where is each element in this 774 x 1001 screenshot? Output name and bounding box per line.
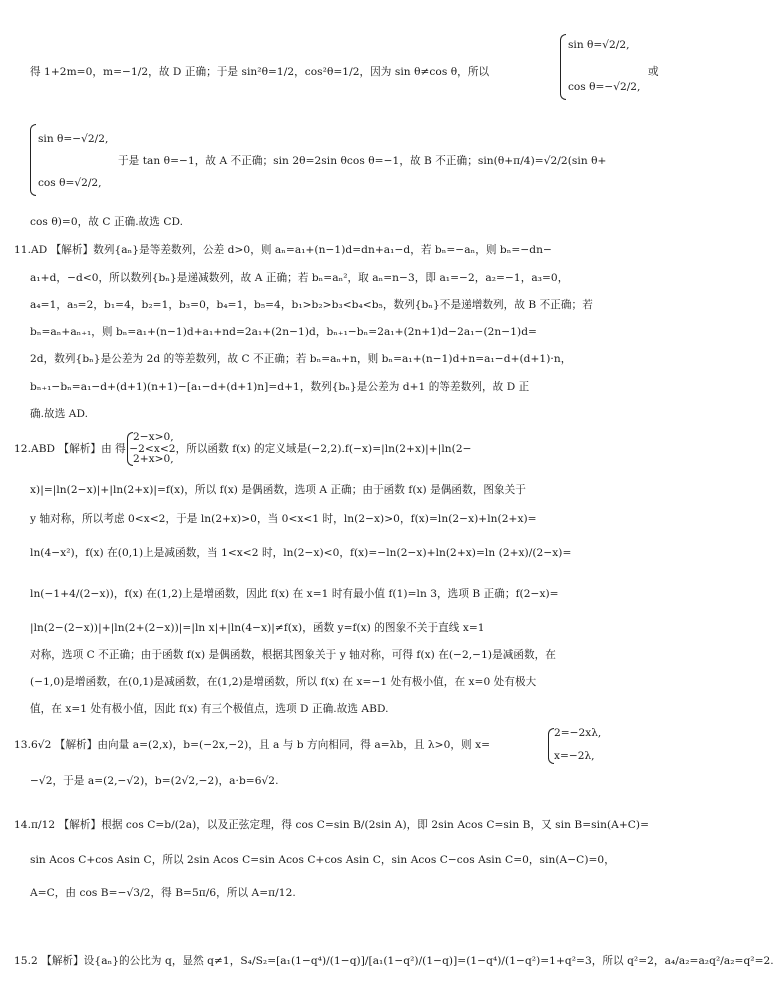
question-15-line: 15.2 【解析】设{aₙ}的公比为 q，显然 q≠1，S₄/S₂=[a₁(1−q⁴)/(1−q)]/[a₁(1−q²)/(1−q)]=(1−q⁴)/(1−q²)=1+q²=3，所以 q²=2，a₄/a₂=a₂q²/a₂=q²=2. — [14, 955, 774, 967]
text-line-or: 或 — [648, 66, 659, 78]
system-3-row-1: 2−x>0, — [133, 431, 174, 443]
question-13-line: 13.6√2 【解析】由向量 a=(2,x)，b=(−2x,−2)，且 a 与 b 方向相同，得 a=λb，且 λ>0，则 x= — [14, 739, 491, 751]
text-line: 于是 tan θ=−1，故 A 不正确；sin 2θ=2sin θcos θ=−1，故 B 不正确；sin(θ+π/4)=√2/2(sin θ+ — [118, 155, 607, 167]
brace-system-1 — [560, 34, 566, 100]
text-line: (−1,0)是增函数，在(0,1)是减函数，在(1,2)是增函数，所以 f(x) 在 x=−1 处有极小值，在 x=0 处有极大 — [30, 676, 537, 688]
text-line: A=C，由 cos B=−√3/2，得 B=5π/6，所以 A=π/12. — [30, 887, 296, 899]
text-line: 得 1+2m=0，m=−1/2，故 D 正确；于是 sin²θ=1/2，cos²θ=1/2，因为 sin θ≠cos θ，所以 — [30, 66, 490, 78]
brace-system-2 — [30, 124, 36, 196]
question-14-line: 14.π/12 【解析】根据 cos C=b/(2a)，以及正弦定理，得 cos C=sin B/(2sin A)，即 2sin Acos C=sin B，又 sin B=sin(A+C)= — [14, 819, 650, 831]
text-line: 值，在 x=1 处有极小值，因此 f(x) 有三个极值点，选项 D 正确.故选 ABD. — [30, 703, 389, 715]
text-line: bₙ=aₙ+aₙ₊₁，则 bₙ=a₁+(n−1)d+a₁+nd=2a₁+(2n−1)d，bₙ₊₁−bₙ=2a₁+(2n+1)d−2a₁−(2n−1)d= — [30, 326, 537, 338]
system-2-row-1: sin θ=−√2/2, — [38, 133, 109, 145]
question-11-line: 11.AD 【解析】数列{aₙ}是等差数列，公差 d>0，则 aₙ=a₁+(n−1)d=dn+a₁−d，若 bₙ=−aₙ，则 bₙ=−dn− — [14, 244, 552, 256]
text-line: bₙ₊₁−bₙ=a₁−d+(d+1)(n+1)−[a₁−d+(d+1)n]=d+1，数列{bₙ}是公差为 d+1 的等差数列，故 D 正 — [30, 381, 530, 393]
text-line: ln(−1+4/(2−x))，f(x) 在(1,2)上是增函数，因此 f(x) 在 x=1 时有最小值 f(1)=ln 3，选项 B 正确；f(2−x)= — [30, 588, 559, 600]
question-12-line: 12.ABD 【解析】由 得 −2<x<2，所以函数 f(x) 的定义域是(−2,2).f(−x)=|ln(2+x)|+|ln(2− — [14, 443, 472, 455]
system-1-row-2: cos θ=−√2/2, — [568, 81, 641, 93]
system-2-row-2: cos θ=√2/2, — [38, 177, 102, 189]
text-line: a₁+d，−d<0，所以数列{bₙ}是递减数列，故 A 正确；若 bₙ=aₙ²，取 aₙ=n−3，即 a₁=−2，a₂=−1，a₃=0， — [30, 272, 569, 284]
system-4-row-2: x=−2λ, — [554, 750, 595, 762]
text-line: 2d，数列{bₙ}是公差为 2d 的等差数列，故 C 不正确；若 bₙ=aₙ+n，则 bₙ=a₁+(n−1)d+n=a₁−d+(d+1)·n， — [30, 353, 572, 365]
system-4-row-1: 2=−2xλ, — [554, 727, 602, 739]
text-line: 确.故选 AD. — [30, 408, 89, 420]
text-line: |ln(2−(2−x))|+|ln(2+(2−x))|=|ln x|+|ln(4−x)|≠f(x)，函数 y=f(x) 的图象不关于直线 x=1 — [30, 622, 485, 634]
text-line: sin Acos C+cos Asin C，所以 2sin Acos C=sin Acos C+cos Asin C，sin Acos C−cos Asin C=0，sin(A−C)=0， — [30, 854, 615, 866]
system-3-row-2: 2+x>0, — [133, 453, 174, 465]
text-line: y 轴对称，所以考虑 0<x<2，于是 ln(2+x)>0，当 0<x<1 时，ln(2−x)>0，f(x)=ln(2−x)+ln(2+x)= — [30, 513, 537, 525]
text-line: ln(4−x²)，f(x) 在(0,1)上是减函数，当 1<x<2 时，ln(2−x)<0，f(x)=−ln(2−x)+ln(2+x)=ln (2+x)/(2−x)= — [30, 547, 572, 559]
text-line: 对称，选项 C 不正确；由于函数 f(x) 是偶函数，根据其图象关于 y 轴对称，可得 f(x) 在(−2,−1)是减函数，在 — [30, 649, 556, 661]
text-line: cos θ)=0，故 C 正确.故选 CD. — [30, 216, 184, 228]
text-line: a₄=1，a₅=2，b₁=4，b₂=1，b₃=0，b₄=1，b₅=4，b₁>b₂>b₃<b₄<b₅，数列{bₙ}不是递增数列，故 B 不正确；若 — [30, 299, 593, 311]
text-line: −√2，于是 a=(2,−√2)，b=(2√2,−2)，a·b=6√2. — [30, 775, 279, 787]
system-1-row-1: sin θ=√2/2, — [568, 39, 630, 51]
text-line: x)|=|ln(2−x)|+|ln(2+x)|=f(x)，所以 f(x) 是偶函数，选项 A 正确；由于函数 f(x) 是偶函数，图象关于 — [30, 484, 526, 496]
